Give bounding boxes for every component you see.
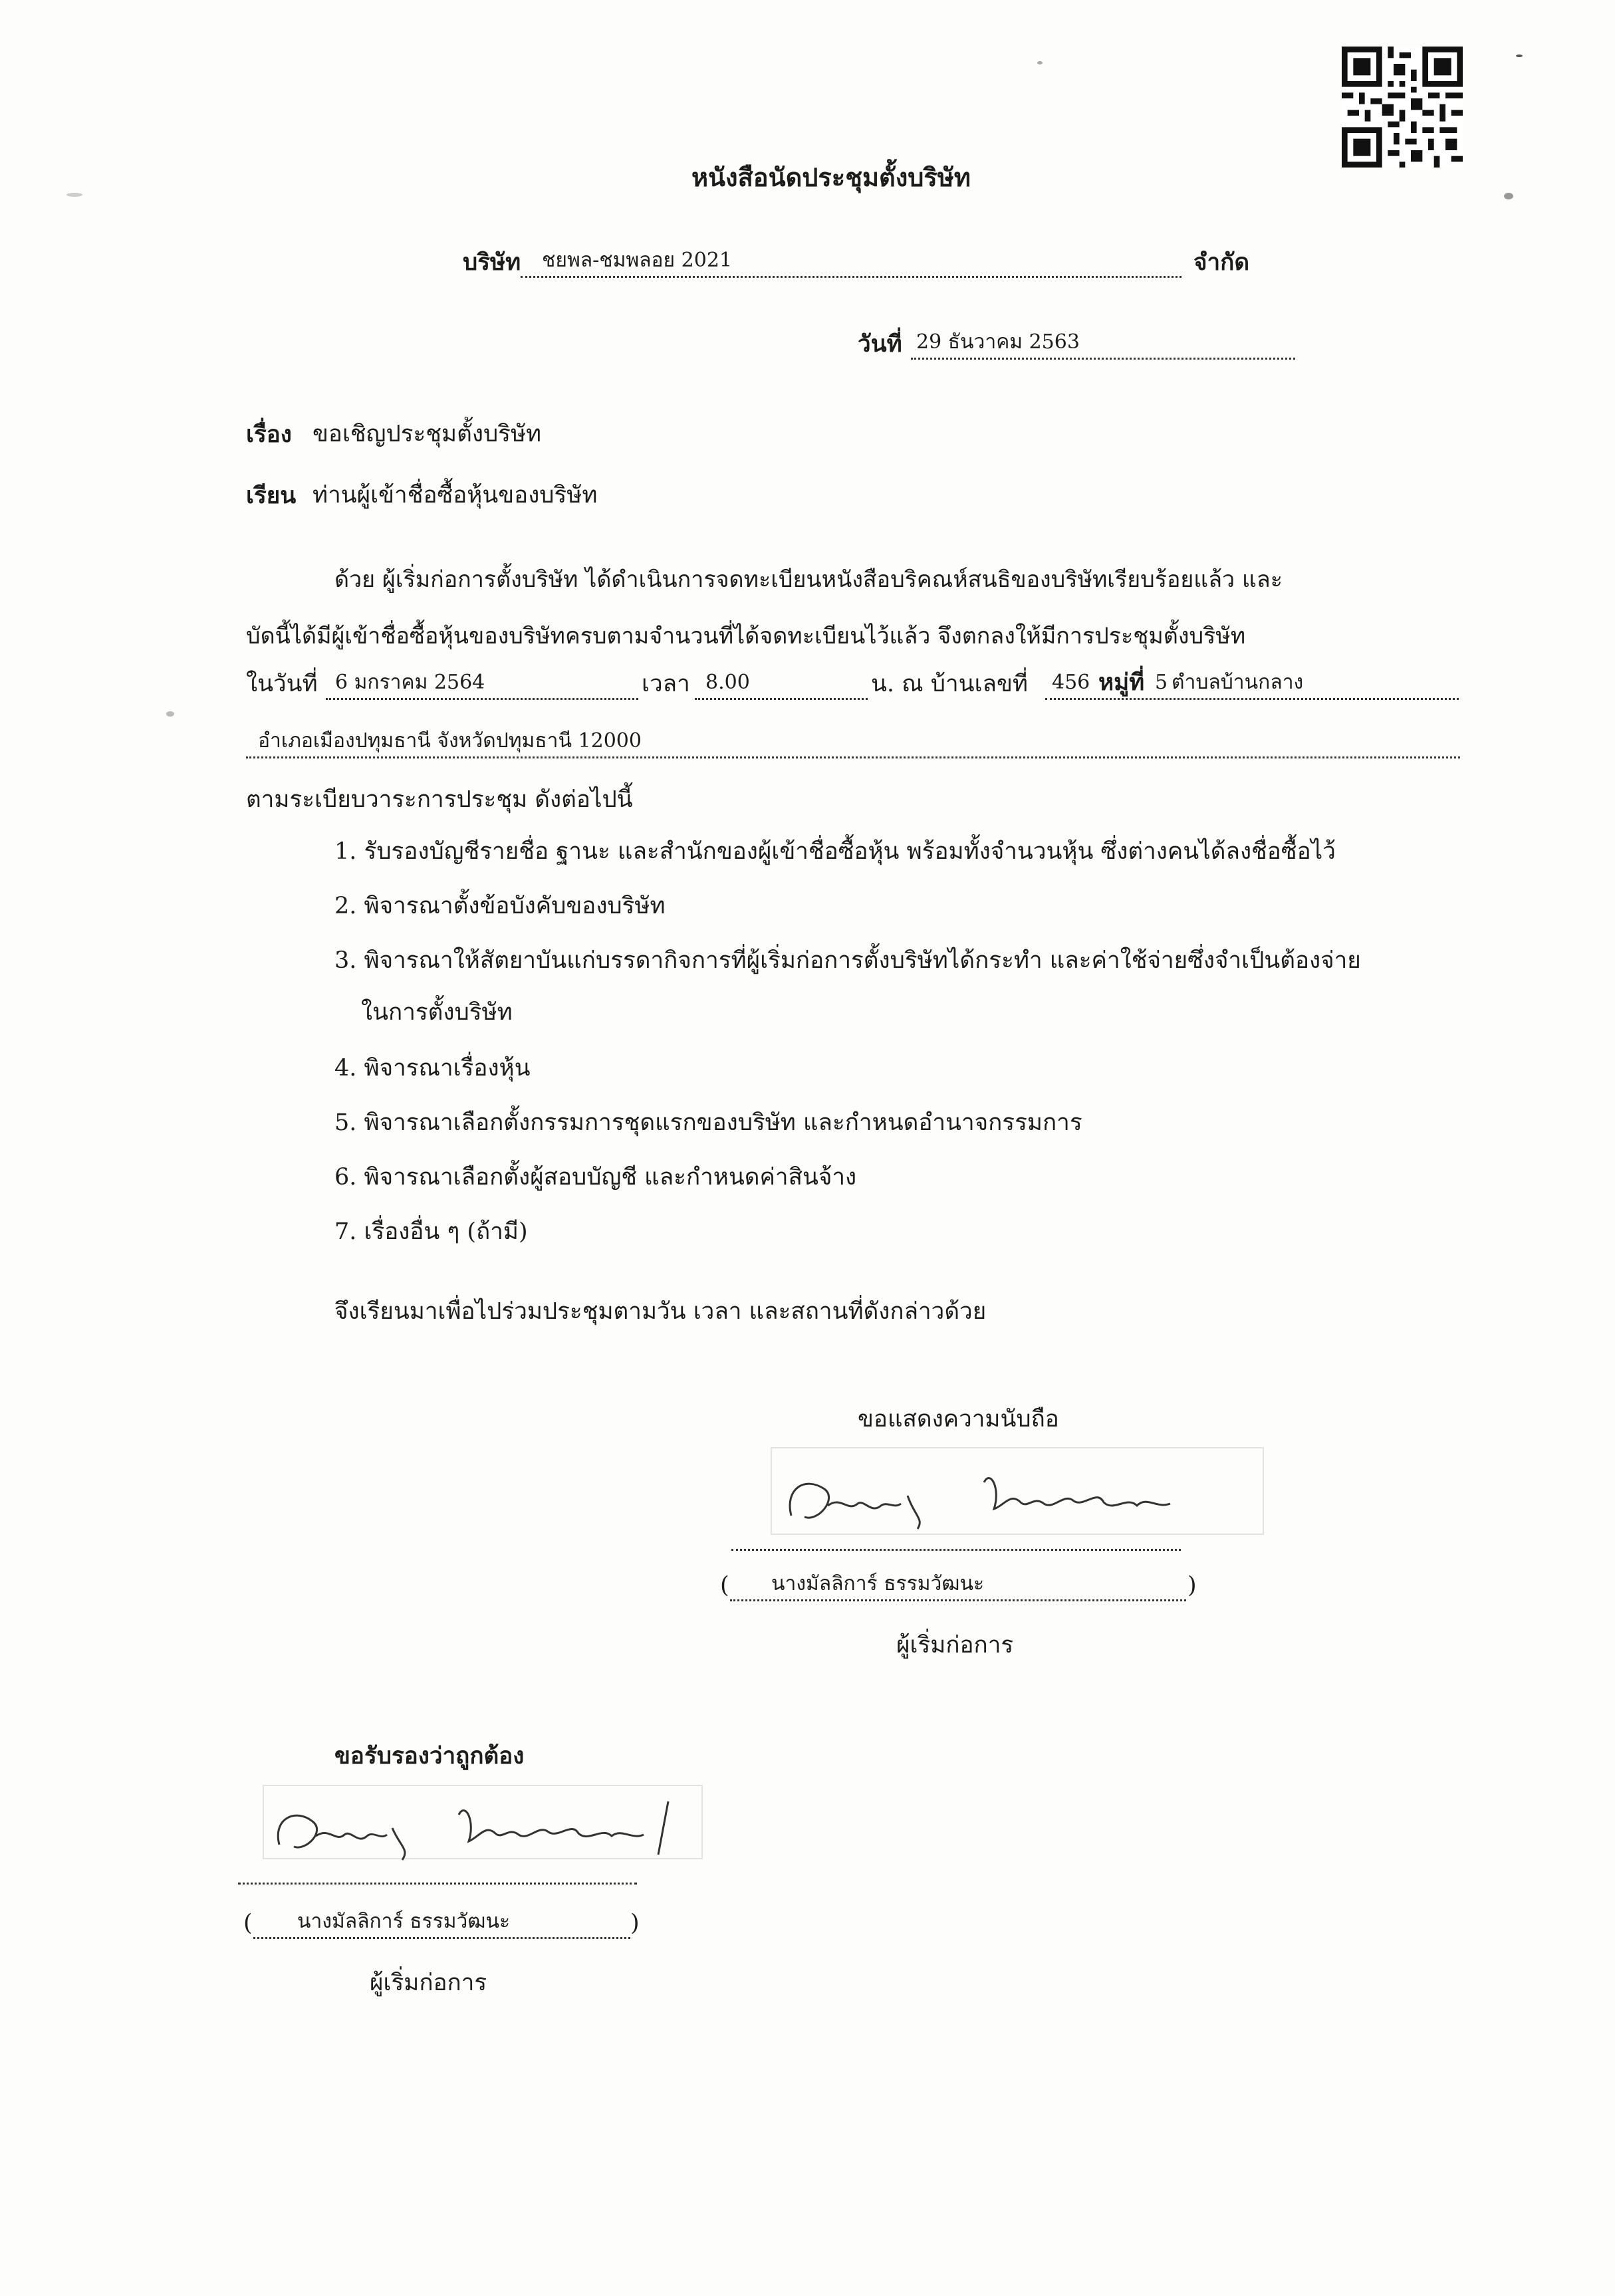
closing-text: จึงเรียนมาเพื่อไปร่วมประชุมตามวัน เวลา และสถานที่ดังกล่าวด้วย bbox=[334, 1298, 987, 1325]
subject-label: เรื่อง bbox=[246, 421, 292, 448]
agenda-item-2: 2. พิจารณาตั้งข้อบังคับของบริษัท bbox=[334, 893, 666, 919]
signature-2-line bbox=[238, 1856, 637, 1885]
village-label: หมู่ที่ bbox=[1098, 669, 1145, 696]
scan-speck bbox=[1504, 193, 1513, 199]
village-number: 5 bbox=[1155, 671, 1168, 694]
agenda-item-7: 7. เรื่องอื่น ๆ (ถ้ามี) bbox=[334, 1218, 528, 1245]
signer-paren-open: ( bbox=[720, 1572, 729, 1599]
signature-1-line bbox=[731, 1522, 1181, 1551]
agenda-intro: ตามระเบียบวาระการประชุม ดังต่อไปนี้ bbox=[246, 786, 633, 813]
signer-role: ผู้เริ่มก่อการ bbox=[896, 1632, 1014, 1659]
body-line-2: บัดนี้ได้มีผู้เข้าชื่อซื้อหุ้นของบริษัทครบตามจำนวนที่ได้จดทะเบียนไว้แล้ว จึงตกลงให้มีการประชุมตั้งบริษัท bbox=[246, 623, 1246, 649]
agenda-item-6: 6. พิจารณาเลือกตั้งผู้สอบบัญชี และกำหนดค่าสินจ้าง bbox=[334, 1164, 857, 1191]
meeting-date: 6 มกราคม 2564 bbox=[335, 671, 485, 694]
time-field bbox=[695, 666, 868, 700]
company-name-field bbox=[521, 246, 1181, 278]
agenda-item-3-continued: ในการตั้งบริษัท bbox=[361, 999, 513, 1026]
to-label: เรียน bbox=[246, 482, 297, 509]
certifier-name-field bbox=[253, 1906, 630, 1939]
scan-speck bbox=[166, 711, 174, 717]
subject-text: ขอเชิญประชุมตั้งบริษัท bbox=[312, 421, 542, 447]
certifier-name: นางมัลลิการ์ ธรรมวัฒนะ bbox=[297, 1910, 511, 1933]
date-value: 29 ธันวาคม 2563 bbox=[916, 330, 1080, 354]
signer-name: นางมัลลิการ์ ธรรมวัฒนะ bbox=[771, 1572, 985, 1595]
certifier-paren-open: ( bbox=[243, 1910, 253, 1936]
agenda-item-3: 3. พิจารณาให้สัตยาบันแก่บรรดากิจการที่ผู้เริ่มก่อการตั้งบริษัทได้กระทำ และค่าใช้จ่ายซึ่งจำเป็นต้องจ่าย bbox=[334, 947, 1361, 974]
scan-speck bbox=[1037, 61, 1043, 64]
qr-code-icon bbox=[1342, 47, 1463, 168]
scan-speck bbox=[1516, 55, 1523, 57]
time-unit-and-house-label: น. ณ บ้านเลขที่ bbox=[871, 671, 1028, 697]
district-province: อำเภอเมืองปทุมธานี จังหวัดปทุมธานี 12000 bbox=[258, 729, 642, 752]
meeting-date-label: ในวันที่ bbox=[246, 671, 318, 697]
meeting-date-field bbox=[326, 666, 638, 700]
to-text: ท่านผู้เข้าชื่อซื้อหุ้นของบริษัท bbox=[312, 482, 598, 509]
house-number: 456 bbox=[1052, 671, 1090, 694]
regards-text: ขอแสดงความนับถือ bbox=[858, 1406, 1059, 1433]
document-title: หนังสือนัดประชุมตั้งบริษัท bbox=[691, 162, 971, 192]
signer-paren-close: ) bbox=[1187, 1572, 1197, 1599]
company-name: ชยพล-ชมพลอย 2021 bbox=[542, 249, 733, 272]
certify-text: ขอรับรองว่าถูกต้อง bbox=[334, 1742, 525, 1770]
district-province-field bbox=[246, 725, 1460, 758]
agenda-item-1: 1. รับรองบัญชีรายชื่อ ฐานะ และสำนักของผู้เข้าชื่อซื้อหุ้น พร้อมทั้งจำนวนหุ้น ซึ่งต่างคนได้ลงชื่อซื้อไว้ bbox=[334, 838, 1336, 865]
scan-speck bbox=[66, 193, 82, 197]
time-value: 8.00 bbox=[705, 671, 750, 694]
certifier-role: ผู้เริ่มก่อการ bbox=[370, 1970, 487, 1996]
company-prefix: บริษัท bbox=[463, 249, 521, 276]
signer-name-field bbox=[730, 1569, 1186, 1601]
subdistrict: ตำบลบ้านกลาง bbox=[1172, 671, 1304, 694]
date-label: วันที่ bbox=[858, 330, 902, 358]
agenda-item-4: 4. พิจารณาเรื่องหุ้น bbox=[334, 1055, 531, 1082]
body-line-1: ด้วย ผู้เริ่มก่อการตั้งบริษัท ได้ดำเนินการจดทะเบียนหนังสือบริคณห์สนธิของบริษัทเรียบร้อยแล้ว และ bbox=[334, 566, 1283, 593]
signature-2 bbox=[259, 1781, 711, 1868]
time-label: เวลา bbox=[642, 671, 690, 697]
house-address-field bbox=[1045, 666, 1459, 700]
company-suffix: จำกัด bbox=[1193, 249, 1250, 276]
agenda-item-5: 5. พิจารณาเลือกตั้งกรรมการชุดแรกของบริษัท และกำหนดอำนาจกรรมการ bbox=[334, 1109, 1082, 1136]
date-field bbox=[911, 326, 1295, 360]
certifier-paren-close: ) bbox=[630, 1910, 640, 1936]
